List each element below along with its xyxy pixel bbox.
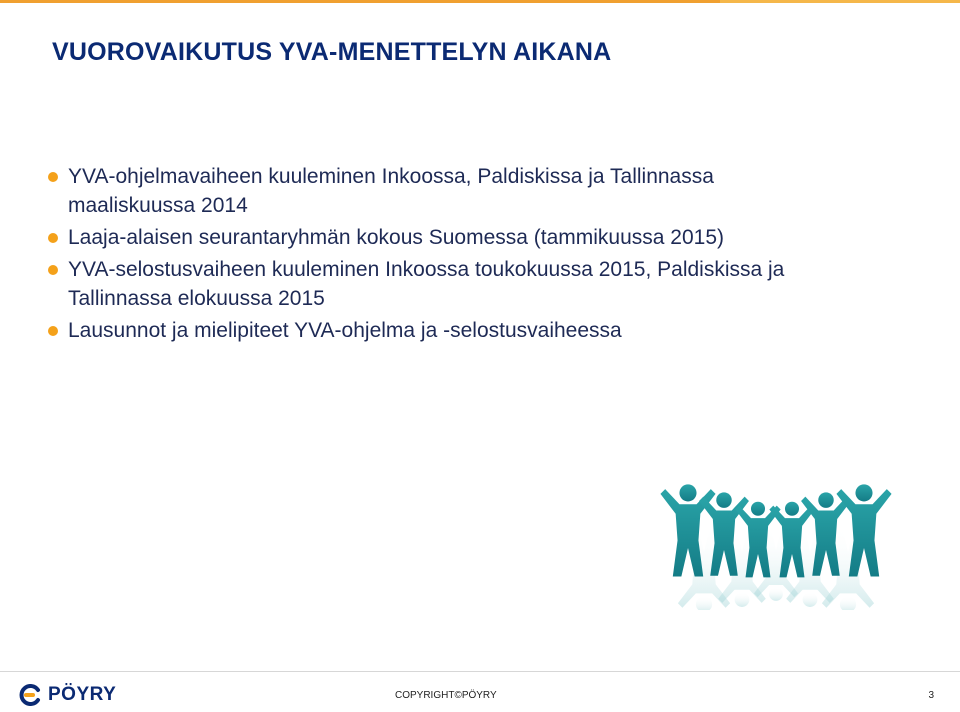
bullet-text: Laaja-alaisen seurantaryhmän kokous Suomessa (tammikuussa 2015) (68, 226, 725, 249)
bullet-text: YVA-ohjelmavaiheen kuuleminen Inkoossa, Paldiskissa ja Tallinnassa maaliskuussa 2014 (68, 165, 714, 217)
slide-title: VUOROVAIKUTUS YVA-MENETTELYN AIKANA (52, 38, 612, 66)
bullet-text: YVA-selostusvaiheen kuuleminen Inkoossa toukokuussa 2015, Paldiskissa ja Tallinnassa elokuussa 2015 (68, 258, 785, 310)
bullet-item (48, 162, 808, 220)
bullet-dot-icon (48, 172, 58, 182)
top-accent-rule-right (720, 0, 960, 3)
copyright-text: COPYRIGHT©PÖYRY (395, 690, 497, 701)
page-number: 3 (928, 690, 934, 701)
poyry-logo (18, 684, 116, 706)
bullet-dot-icon (48, 326, 58, 336)
paper-chain-people-icon (660, 430, 900, 610)
bullet-item (48, 255, 808, 313)
bullet-text: Lausunnot ja mielipiteet YVA-ohjelma ja -selostusvaiheessa (68, 319, 622, 342)
footer-divider (0, 671, 960, 672)
bullet-dot-icon (48, 265, 58, 275)
bullet-list (48, 162, 808, 348)
bullet-dot-icon (48, 233, 58, 243)
poyry-logo-icon (18, 684, 42, 706)
bullet-item (48, 316, 808, 345)
logo-text: PÖYRY (48, 684, 117, 705)
bullet-item (48, 223, 808, 252)
